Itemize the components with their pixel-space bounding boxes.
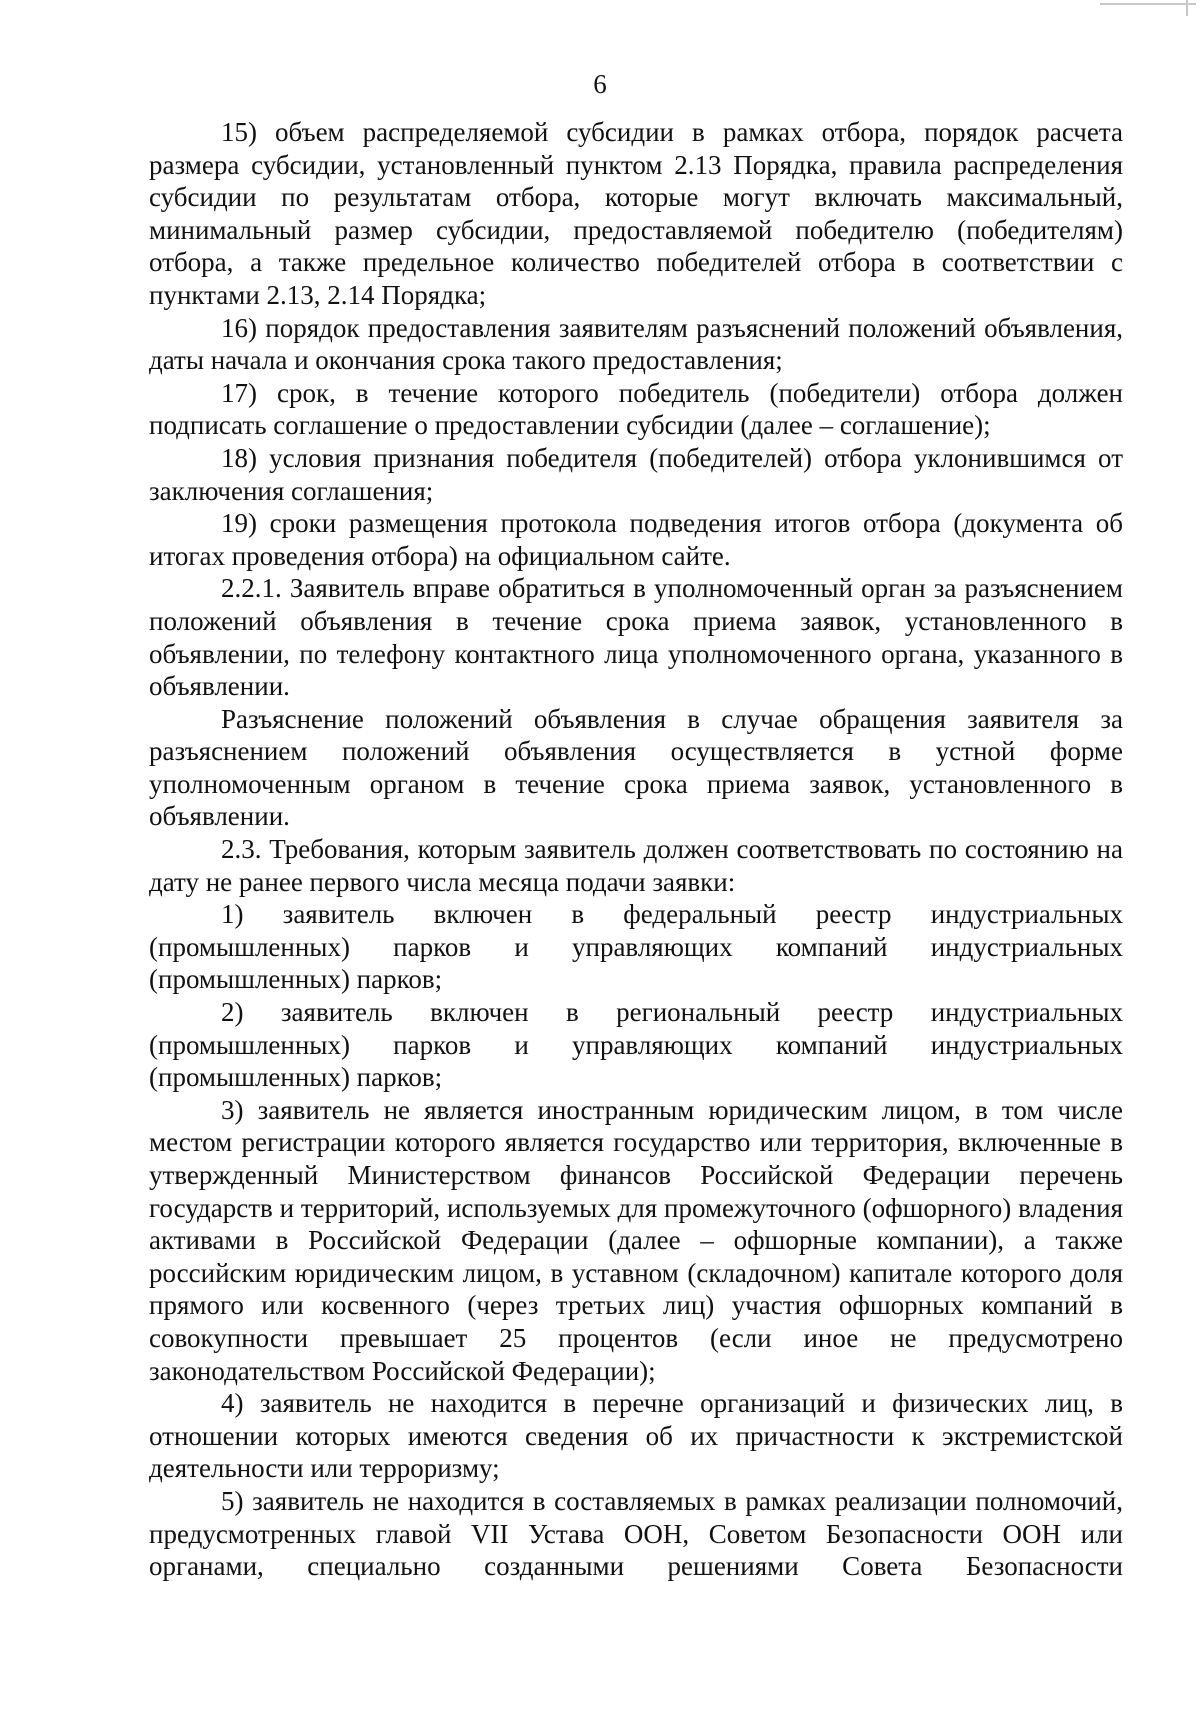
paragraph-item-15: 15) объем распределяемой субсидии в рамках отбора, порядок расчета размера субсидии, установленный пунктом 2.13 Порядка, правила распределения субсидии по результатам отбора, которые могут включать максимальный, минимальный размер субсидии, предоставляемой победителю (победителям) отбора, а также предельное количество победителей отбора в соответствии с пунктами 2.13, 2.14 Порядка; (149, 117, 1123, 310)
requirement-2: 2) заявитель включен в региональный реестр индустриальных (промышленных) парков и управляющих компаний индустриальных (промышленных) парков; (149, 997, 1123, 1093)
paragraph-clarification: Разъяснение положений объявления в случае обращения заявителя за разъяснением положений объявления осуществляется в устной форме уполномоченным органом в течение срока приема заявок, установленного в объявлении. (149, 703, 1123, 832)
paragraph-2-3: 2.3. Требования, которым заявитель должен соответствовать по состоянию на дату не ранее первого числа месяца подачи заявки: (149, 834, 1123, 897)
paragraph-item-19: 19) сроки размещения протокола подведения итогов отбора (документа об итогах проведения отбора) на официальном сайте. (149, 508, 1123, 571)
page-number: 6 (593, 69, 607, 99)
requirement-4: 4) заявитель не находится в перечне организаций и физических лиц, в отношении которых имеются сведения об их причастности к экстремистской деятельности или терроризму; (149, 1388, 1123, 1484)
paragraph-2-2-1: 2.2.1. Заявитель вправе обратиться в уполномоченный орган за разъяснением положений объявления в течение срока приема заявок, установленного в объявлении, по телефону контактного лица уполномоченного органа, указанного в объявлении. (149, 573, 1123, 702)
document-body (149, 116, 1123, 1583)
paragraph-item-16: 16) порядок предоставления заявителям разъяснений положений объявления, даты начала и окончания срока такого предоставления; (149, 312, 1123, 376)
paragraph-item-17: 17) срок, в течение которого победитель (победители) отбора должен подписать соглашение о предоставлении субсидии (далее – соглашение); (149, 377, 1123, 441)
scan-edge-right (1186, 0, 1188, 16)
requirement-5: 5) заявитель не находится в составляемых в рамках реализации полномочий, предусмотренных главой VII Устава ООН, Советом Безопасности ООН или органами, специально созданными решениями Совета Безопасности (149, 1485, 1123, 1582)
requirement-1: 1) заявитель включен в федеральный реестр индустриальных (промышленных) парков и управляющих компаний индустриальных (промышленных) парков; (149, 899, 1123, 995)
requirement-3: 3) заявитель не является иностранным юридическим лицом, в том числе местом регистрации которого является государство или территория, включенные в утвержденный Министерством финансов Российской Федерации перечень государств и территорий, используемых для промежуточного (офшорного) владения активами в Российской Федерации (далее – офшорные компании), а также российским юридическим лицом, в уставном (складочном) капитале которого доля прямого или косвенного (через третьих лиц) участия офшорных компаний в совокупности превышает 25 процентов (если иное не предусмотрено законодательством Российской Федерации); (149, 1094, 1123, 1386)
paragraph-item-18: 18) условия признания победителя (победителей) отбора уклонившимся от заключения соглашения; (149, 442, 1123, 506)
scan-edge-top-right (1100, 3, 1196, 5)
